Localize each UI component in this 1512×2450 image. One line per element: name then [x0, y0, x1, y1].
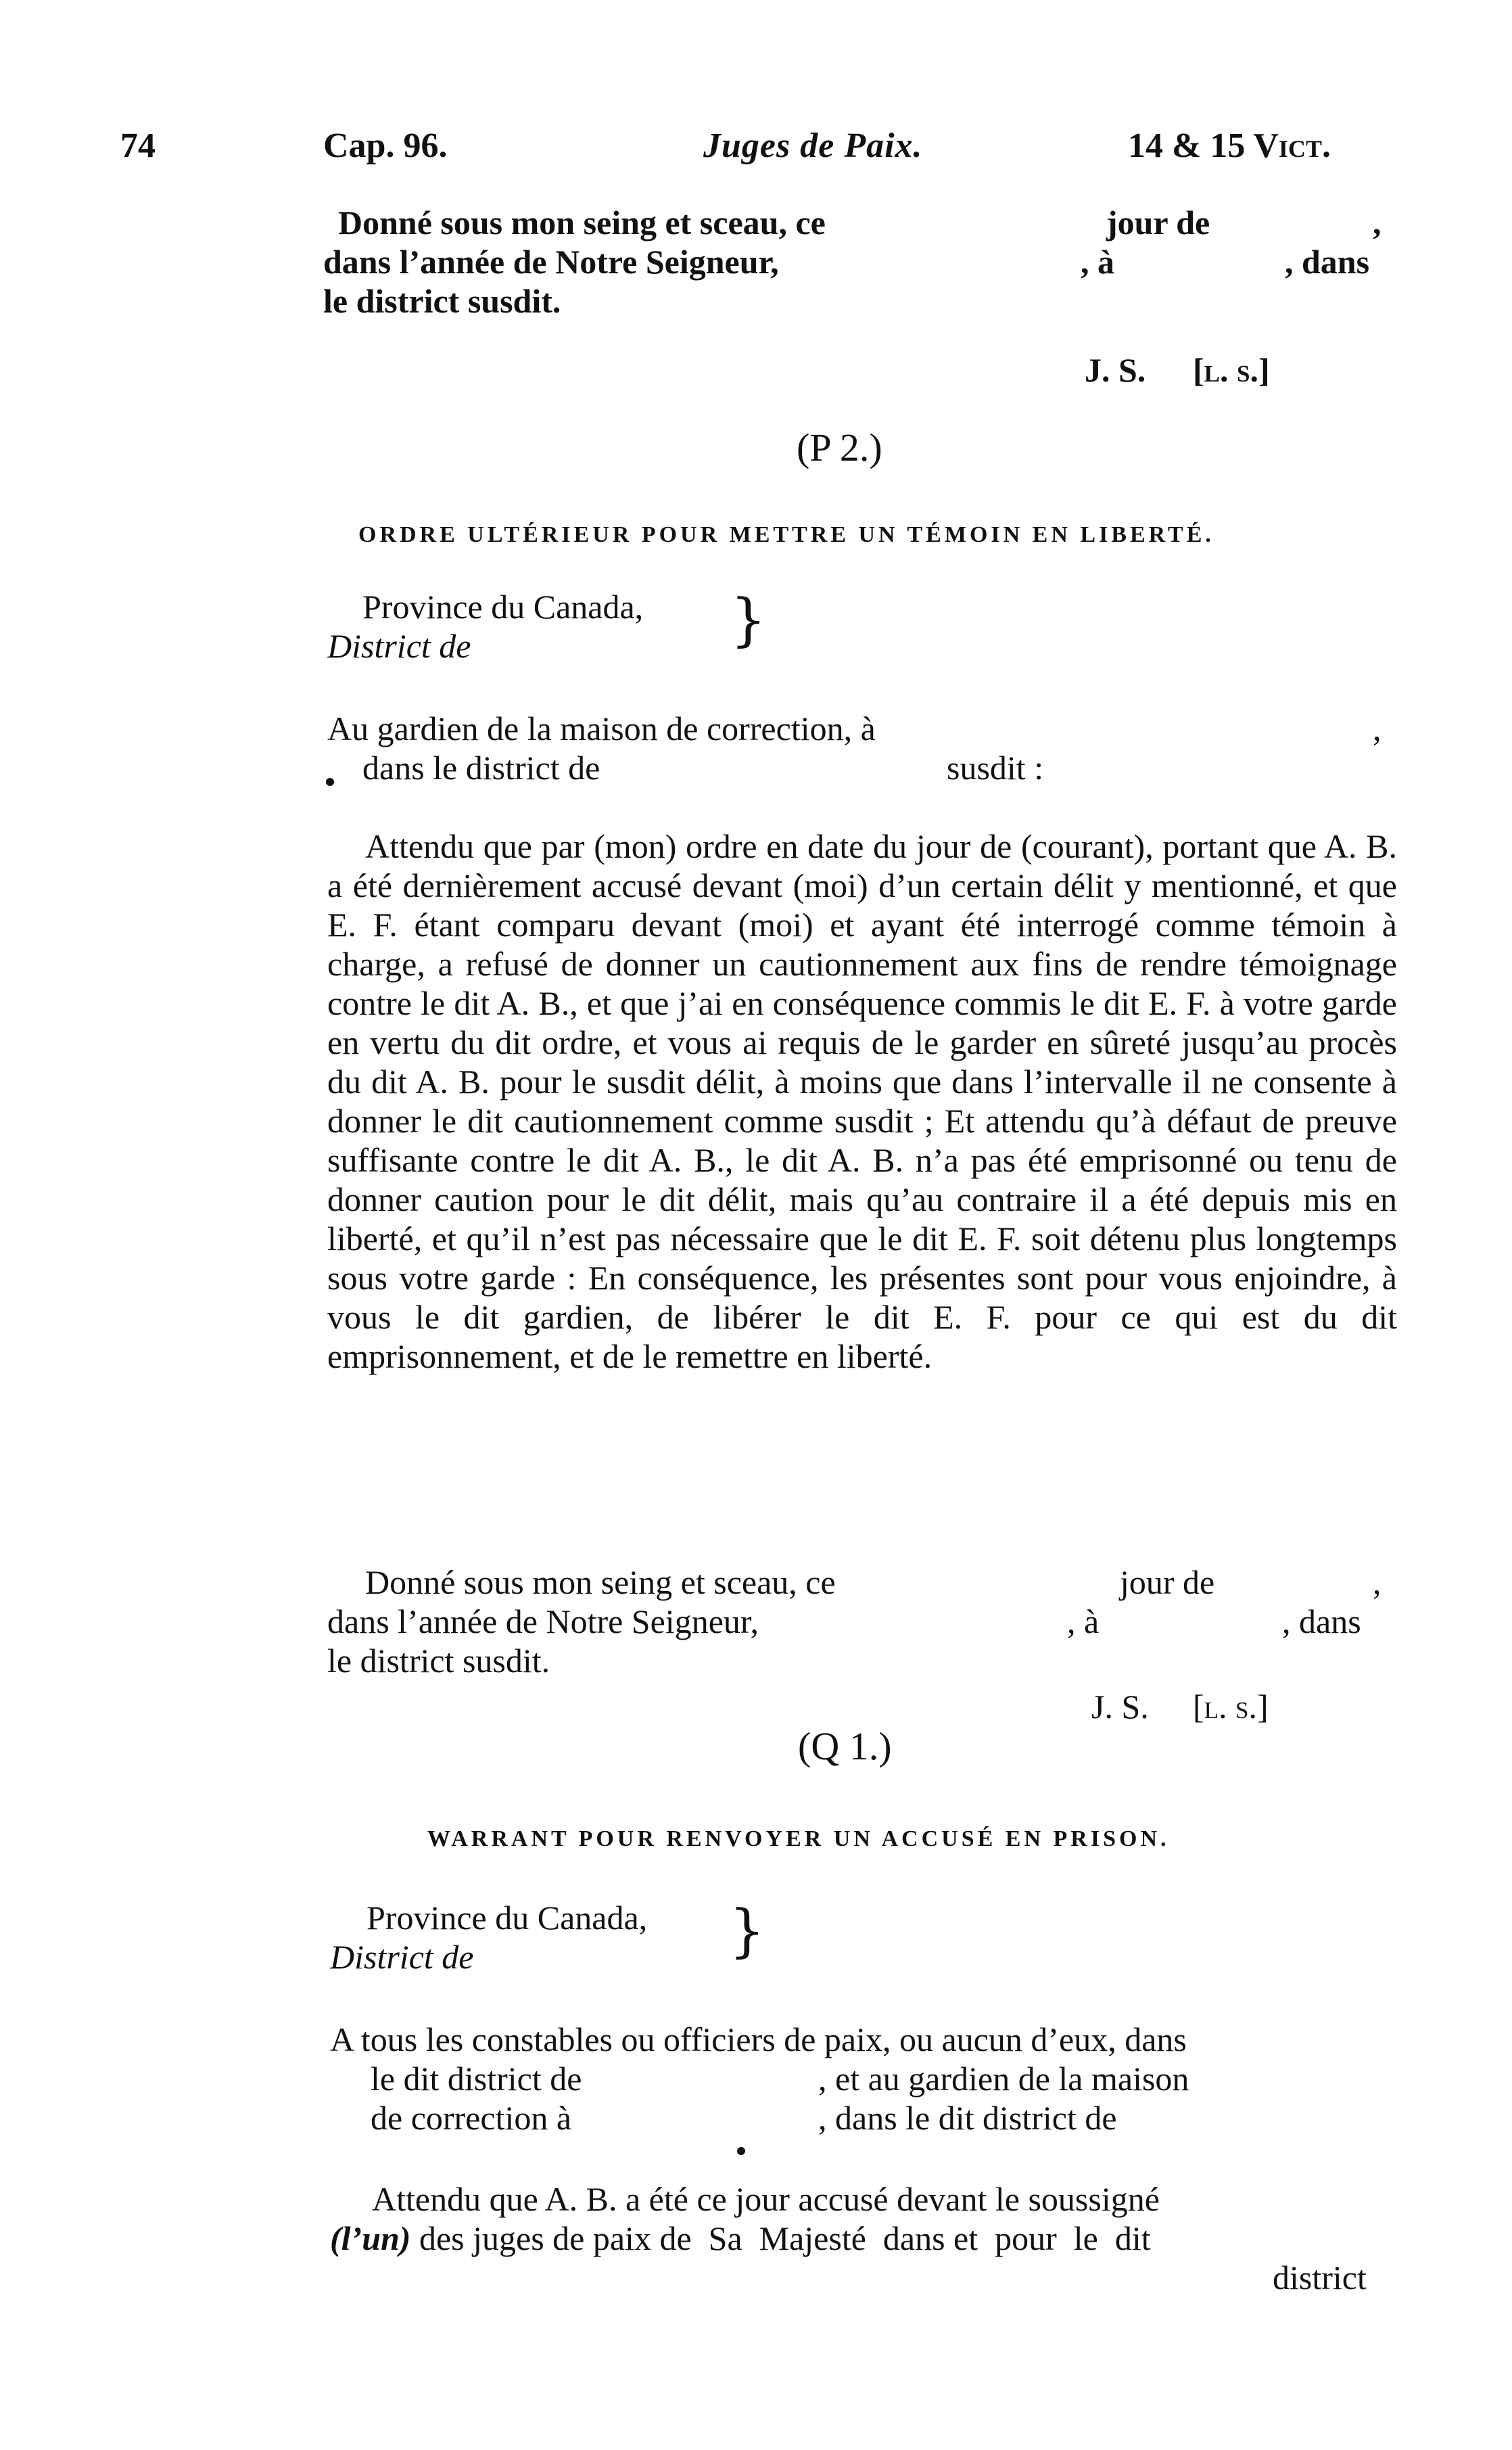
address-line2-p2: dans le district de — [362, 749, 600, 787]
closing-line1-b-p2: jour de — [1120, 1563, 1215, 1601]
top-dated-line2-b: , à — [1081, 243, 1114, 281]
form-heading-p2: ORDRE ULTÉRIEUR POUR METTRE UN TÉMOIN EN LIBERTÉ. — [358, 522, 1214, 547]
closing-line2-c-p2: , dans — [1282, 1602, 1361, 1640]
province-label-q1: Province du Canada, — [367, 1899, 648, 1937]
signature-p2: J. S. — [1091, 1688, 1149, 1726]
address-line2-susdit-p2: susdit : — [947, 749, 1044, 787]
top-dated-line2-c: , dans — [1285, 243, 1370, 281]
closing-line2-b-p2: , à — [1067, 1602, 1100, 1640]
province-label-p2: Province du Canada, — [362, 588, 644, 626]
brace-q1: } — [729, 1897, 765, 1964]
form-code-p2: (P 2.) — [797, 425, 882, 469]
form-code-q1: (Q 1.) — [798, 1724, 892, 1768]
top-seal: [l. s.] — [1193, 351, 1270, 389]
print-dot-q1 — [737, 2147, 745, 2155]
top-signature: J. S. — [1085, 351, 1146, 389]
catchword: district — [1273, 2259, 1367, 2296]
body-paragraph-p2: Attendu que par (mon) ordre en date du jour de (courant), portant que A. B. a été dernièrement accusé devant (moi) d’un certain délit y mentionné, et que E. F. étant comparu devant (moi) et ayant été interrogé comme témoin à charge, a refusé de donner un cautionnement aux fins de rendre témoignage contre le dit A. B., et que j’ai en conséquence commis le dit E. F. à votre garde en vertu du dit ordre, et vous ai requis de le garder en sûreté jusqu’au procès du dit A. B. pour le susdit délit, à moins que dans l’intervalle il ne consente à donner le dit cautionnement comme susdit ; Et attendu qu’à défaut de preuve suffisante contre le dit A. B., le dit A. B. n’a pas été emprisonné ou tenu de donner caution pour le dit délit, mais qu’au contraire il a été depuis mis en liberté, et qu’il n’est pas nécessaire que le dit E. F. soit détenu plus longtemps sous votre garde : En conséquence, les présentes sont pour vous enjoindre, à vous le dit gardien, de libérer le dit E. F. pour ce qui est du dit emprisonnement, et de le remettre en liberté. — [327, 827, 1397, 1375]
form-heading-q1: WARRANT POUR RENVOYER UN ACCUSÉ EN PRISON. — [427, 1826, 1170, 1851]
address-line3-a-q1: de correction à — [371, 2099, 572, 2137]
regnal-year: 14 & 15 Vict. — [1128, 126, 1331, 165]
top-dated-line1-c: , — [1373, 204, 1381, 241]
address-line1-q1: A tous les constables ou officiers de paix, ou aucun d’eux, dans — [330, 2020, 1187, 2058]
body-line2-rest-q1: des juges de paix de Sa Majesté dans et pour le dit — [410, 2219, 1151, 2257]
seal-p2: [l. s.] — [1193, 1688, 1269, 1726]
address-line2-b-q1: , et au gardien de la maison — [818, 2060, 1189, 2098]
district-label-q1: District de — [330, 1938, 474, 1976]
chapter-number: Cap. 96. — [323, 126, 448, 165]
top-dated-line1-b: jour de — [1106, 204, 1210, 241]
closing-line3-p2: le district susdit. — [327, 1642, 550, 1680]
top-dated-line1-a: Donné sous mon seing et sceau, ce — [338, 204, 826, 241]
top-dated-line3: le district susdit. — [323, 282, 561, 320]
top-dated-line2-a: dans l’année de Notre Seigneur, — [323, 243, 779, 281]
address-line3-b-q1: , dans le dit district de — [818, 2099, 1117, 2137]
address-line2-a-q1: le dit district de — [371, 2060, 582, 2098]
print-dot — [326, 778, 334, 786]
closing-line2-a-p2: dans l’année de Notre Seigneur, — [327, 1602, 759, 1640]
body-line2-q1 — [330, 2219, 1151, 2258]
body-line1-q1: Attendu que A. B. a été ce jour accusé devant le soussigné — [372, 2180, 1160, 2218]
closing-line1-a-p2: Donné sous mon seing et sceau, ce — [365, 1563, 836, 1601]
address-line1-comma-p2: , — [1373, 710, 1381, 747]
brace-p2: } — [730, 586, 767, 653]
page-number: 74 — [120, 126, 156, 165]
closing-line1-c-p2: , — [1373, 1563, 1381, 1601]
running-title: Juges de Paix. — [703, 126, 923, 165]
body-line2-italic-q1: (l’un) — [330, 2219, 411, 2257]
address-line1-p2: Au gardien de la maison de correction, à — [327, 710, 876, 747]
district-label-p2: District de — [327, 627, 471, 665]
